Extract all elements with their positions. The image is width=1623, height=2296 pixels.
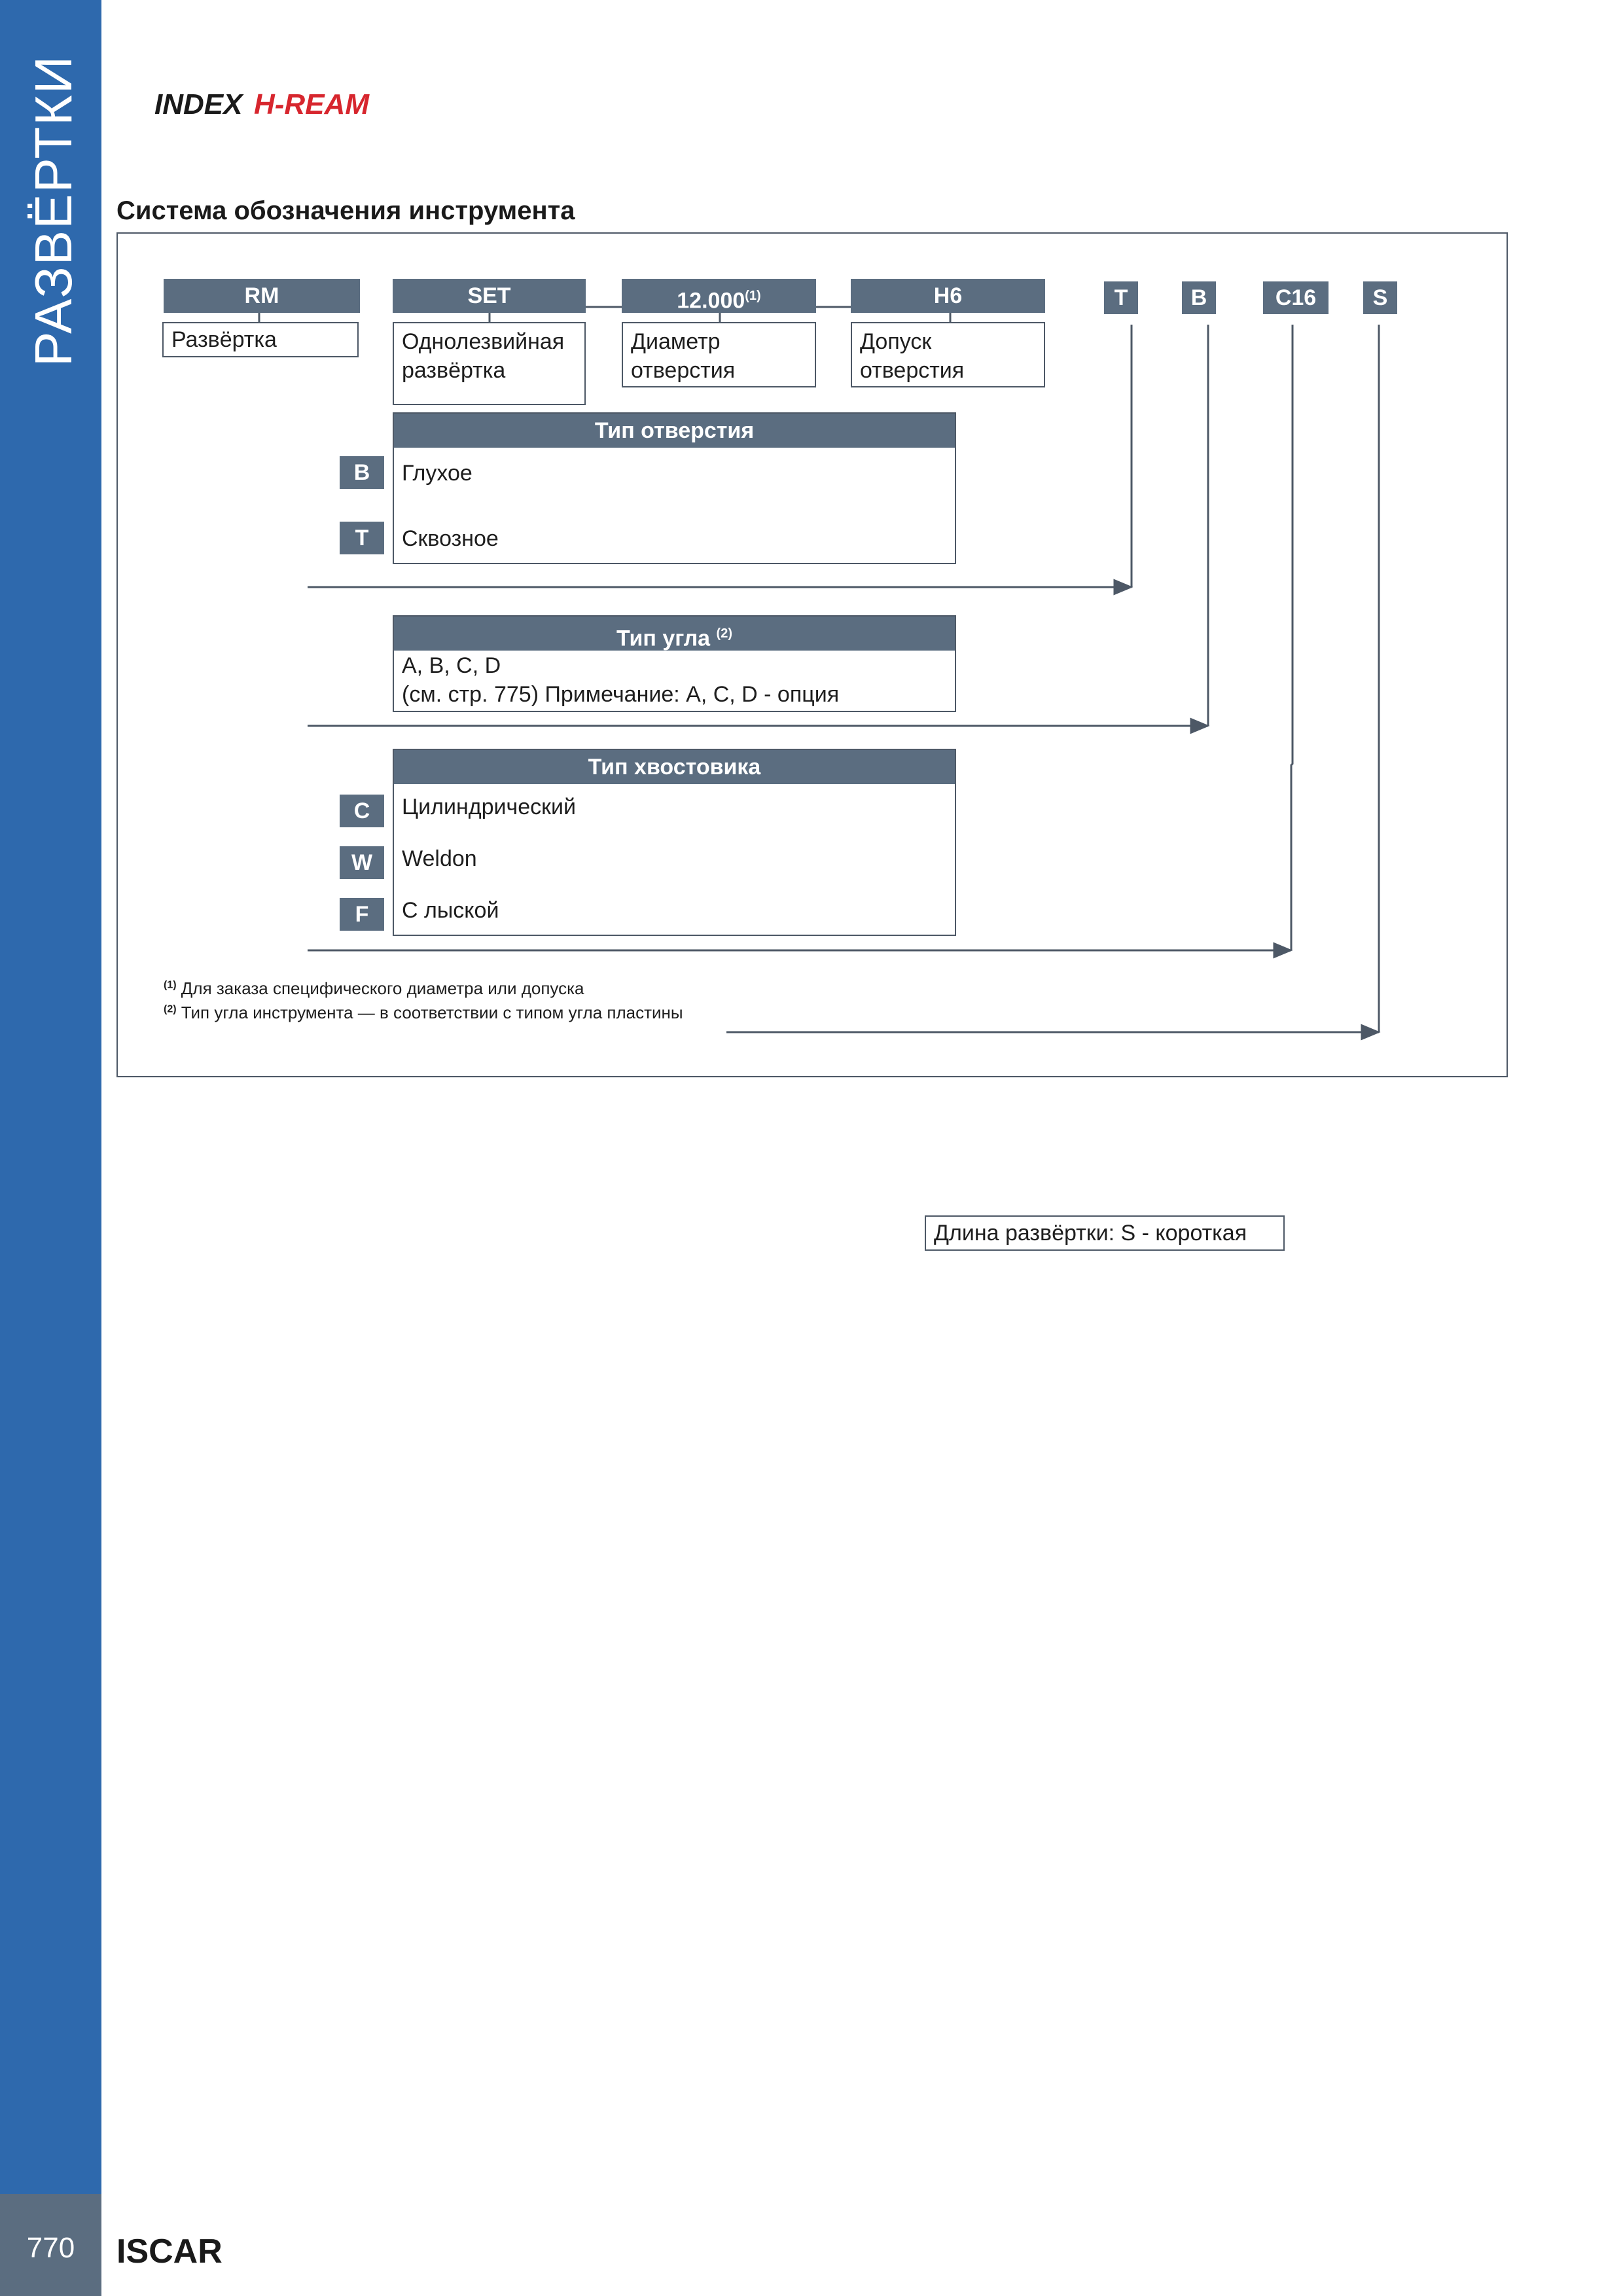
hole-type-title: Тип отверстия bbox=[394, 414, 955, 448]
hole-option-label: Сквозное bbox=[402, 526, 499, 551]
code-letter-b: B bbox=[1182, 281, 1216, 314]
c16-vertical-line bbox=[1291, 325, 1293, 950]
desc-diameter: Диаметр отверстия bbox=[622, 322, 816, 387]
page-number: 770 bbox=[26, 2232, 75, 2264]
code-header-rm: RM bbox=[164, 279, 360, 313]
shank-option-label: Weldon bbox=[402, 846, 477, 871]
hole-option-label: Глухое bbox=[402, 461, 473, 486]
shank-option-label: С лыской bbox=[402, 898, 499, 923]
index-h-ream-logo bbox=[154, 88, 383, 120]
angle-type-panel bbox=[393, 615, 956, 712]
shank-type-title: Тип хвостовика bbox=[394, 750, 955, 784]
hole-type-panel bbox=[393, 412, 956, 564]
code-letter-c16: C16 bbox=[1263, 281, 1329, 314]
logo-part2: H-REAM bbox=[254, 88, 369, 120]
code-letter-t: T bbox=[1104, 281, 1138, 314]
hole-option-code: B bbox=[340, 456, 384, 489]
footnote-2: $^{(2)}$ Тип угла инструмента — в соответствии с типом угла пластины bbox=[164, 1003, 683, 1022]
shank-type-panel bbox=[393, 749, 956, 936]
shank-option-label: Цилиндрический bbox=[402, 795, 576, 819]
shank-option-code: F bbox=[340, 898, 384, 931]
desc-set: Однолезвийная развёртка bbox=[393, 322, 586, 405]
desc-tolerance: Допуск отверстия bbox=[851, 322, 1045, 387]
hole-option-code: T bbox=[340, 522, 384, 554]
angle-type-note: (см. стр. 775) Примечание: A, C, D - опция bbox=[402, 682, 840, 707]
logo-part1: INDEX bbox=[154, 88, 243, 120]
brand-name: ISCAR bbox=[116, 2233, 223, 2270]
shank-option-code: C bbox=[340, 795, 384, 827]
code-header-set: SET bbox=[393, 279, 586, 313]
designation-diagram bbox=[116, 232, 1508, 1246]
code-letter-s: S bbox=[1363, 281, 1397, 314]
code-header-diameter: 12.000$^{(1)}$ bbox=[622, 279, 816, 313]
angle-type-title: Тип угла $^{(2)}$ bbox=[394, 617, 955, 651]
section-title: Система обозначения инструмента bbox=[116, 196, 575, 225]
shank-option-code: W bbox=[340, 846, 384, 879]
code-header-tolerance: H6 bbox=[851, 279, 1045, 313]
length-label-box: Длина развёртки: S - короткая bbox=[925, 1215, 1285, 1251]
desc-rm: Развёртка bbox=[162, 322, 359, 357]
footnote-1: $^{(1)}$ Для заказа специфического диаметра или допуска bbox=[164, 978, 584, 998]
angle-type-values: A, B, C, D bbox=[402, 653, 501, 678]
sidebar-title: РАЗВЁРТКИ bbox=[24, 54, 82, 367]
